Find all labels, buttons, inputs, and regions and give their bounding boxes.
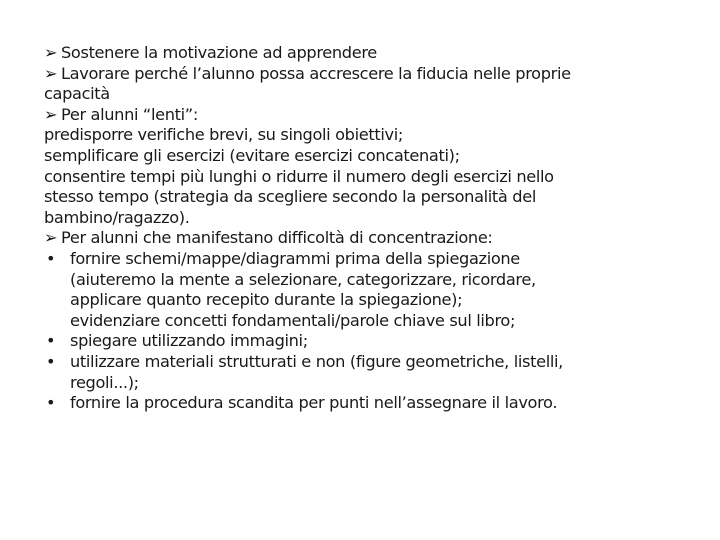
arrow-bullet-icon: ➢ [44, 63, 58, 83]
arrow-item-confidence [44, 64, 684, 85]
arrow-item-text: Lavorare perché l’alunno possa accrescere la fiducia nelle proprie [61, 63, 571, 83]
arrow-bullet-icon: ➢ [44, 43, 58, 62]
arrow-item-text: Sostenere la motivazione ad apprendere [61, 43, 377, 62]
bullet-item-procedure [44, 393, 684, 414]
arrow-item-text: Per alunni “lenti”: [61, 104, 198, 124]
bullet-line: utilizzare materiali strutturati e non (figure geometriche, listelli, [70, 351, 563, 371]
bullet-item-materials [44, 352, 684, 393]
bullet-line: spiegare utilizzando immagini; [70, 331, 308, 351]
arrow-bullet-icon: ➢ [44, 104, 58, 124]
text-line: capacità [44, 84, 110, 104]
bullet-line: evidenziare concetti fondamentali/parole chiave sul libro; [70, 310, 516, 330]
bullet-dot-icon: • [46, 351, 56, 371]
bullet-line: (aiuteremo la mente a selezionare, categorizzare, ricordare, [70, 269, 536, 289]
bullet-line: regoli...); [70, 372, 139, 392]
arrow-item-motivation [44, 43, 684, 64]
arrow-item-slow-students [44, 105, 684, 126]
arrow-item-concentration [44, 228, 684, 249]
bullet-dot-icon: • [46, 331, 56, 351]
slide-body [44, 43, 684, 414]
bullet-line: fornire la procedura scandita per punti nell’assegnare il lavoro. [70, 393, 558, 413]
bullet-item-images [44, 331, 684, 352]
bullet-dot-icon: • [46, 393, 56, 413]
bullet-line: applicare quanto recepito durante la spiegazione); [70, 290, 463, 310]
bullet-line: fornire schemi/mappe/diagrammi prima della spiegazione [70, 248, 520, 268]
text-line: semplificare gli esercizi (evitare esercizi concatenati); [44, 145, 460, 165]
bullet-dot-icon: • [46, 248, 56, 268]
bullet-item-schemas [44, 249, 684, 331]
text-line: bambino/ragazzo). [44, 207, 190, 227]
arrow-item-text: Per alunni che manifestano difficoltà di concentrazione: [61, 228, 493, 248]
text-line: stesso tempo (strategia da scegliere secondo la personalità del [44, 187, 536, 207]
text-line: predisporre verifiche brevi, su singoli obiettivi; [44, 125, 403, 145]
text-line: consentire tempi più lunghi o ridurre il numero degli esercizi nello [44, 166, 554, 186]
arrow-bullet-icon: ➢ [44, 228, 58, 248]
